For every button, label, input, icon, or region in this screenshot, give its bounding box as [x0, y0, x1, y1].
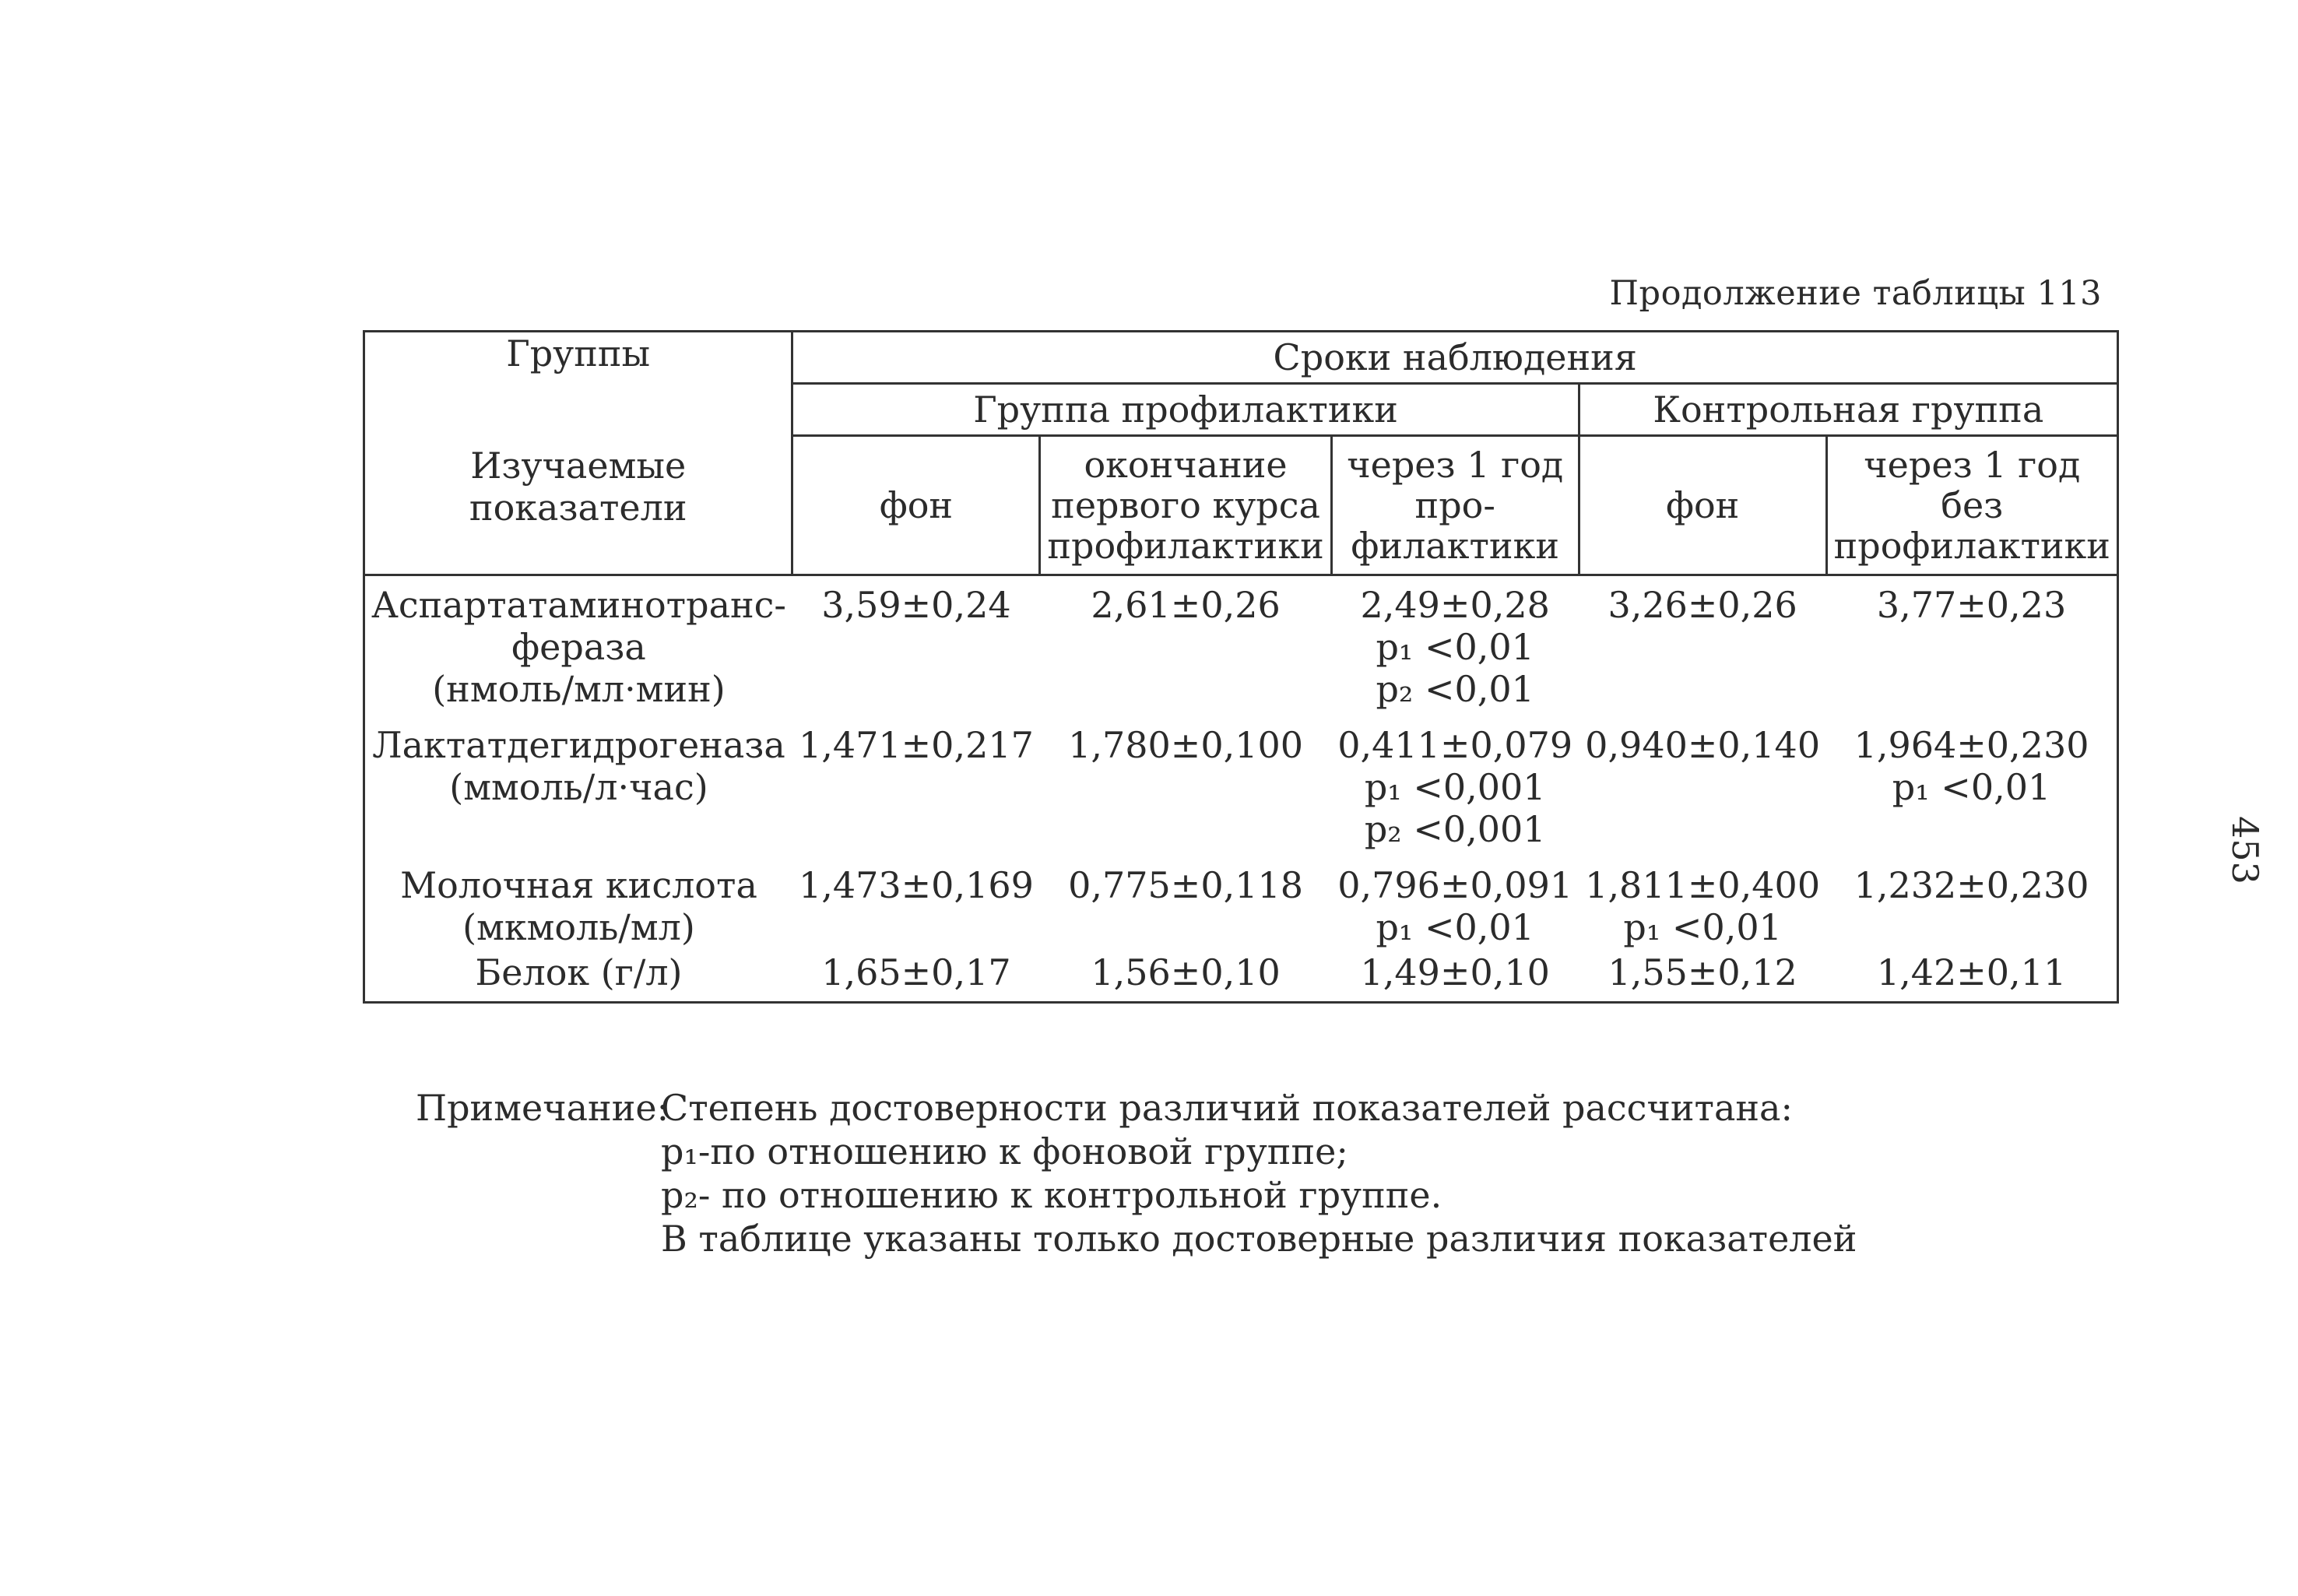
column-header: через 1 год без профилактики	[1826, 436, 2117, 575]
cell-significance: p₁ <0,01	[1376, 626, 1534, 668]
column-header: через 1 год про-филактики	[1331, 436, 1579, 575]
table-cell	[1579, 856, 1826, 951]
table-cell	[1579, 716, 1826, 856]
note-line: Степень достоверности различий показателей рассчитана:	[661, 1087, 1793, 1129]
table-cell	[1040, 856, 1331, 951]
cell-value: 1,42±0,11	[1876, 951, 2067, 993]
cell-value: 1,55±0,12	[1608, 951, 1797, 993]
cell-significance: p₂ <0,001	[1364, 808, 1546, 850]
table-cell	[1331, 575, 1579, 717]
cell-value: 1,473±0,169	[798, 864, 1034, 906]
cell-value: 1,471±0,217	[798, 724, 1034, 766]
table-caption: Продолжение таблицы 113	[1609, 274, 2102, 313]
table-cell	[1826, 716, 2117, 856]
cell-value: 0,940±0,140	[1585, 724, 1821, 766]
row-label-line: (мкмоль/мл)	[462, 906, 695, 948]
cell-significance: p₁ <0,001	[1364, 766, 1546, 808]
row-label-line: Белок (г/л)	[475, 951, 683, 993]
cell-value: 3,77±0,23	[1876, 584, 2067, 626]
row-label-line: фераза	[511, 626, 646, 668]
cell-significance: p₁ <0,01	[1376, 906, 1534, 948]
table-cell	[1040, 575, 1331, 717]
table-row	[364, 856, 2118, 951]
table-row	[364, 951, 2118, 1003]
header-observation-period: Сроки наблюдения	[792, 332, 2118, 384]
row-label	[364, 951, 792, 1003]
table-row	[364, 575, 2118, 717]
table-cell	[1331, 716, 1579, 856]
cell-value: 1,49±0,10	[1360, 951, 1550, 993]
table-cell	[1331, 856, 1579, 951]
table-cell	[792, 716, 1040, 856]
cell-value: 0,796±0,091	[1337, 864, 1573, 906]
table-cell	[1579, 575, 1826, 717]
table-cell	[1579, 951, 1826, 1003]
cell-value: 1,65±0,17	[821, 951, 1011, 993]
row-label	[364, 575, 792, 717]
note-label: Примечание:	[416, 1087, 669, 1129]
table-cell	[1826, 951, 2117, 1003]
header-prophylaxis-group: Группа профилактики	[792, 384, 1579, 436]
note-line: p₁-по отношению к фоновой группе;	[661, 1130, 1348, 1172]
column-header: окончание первого курса профилактики	[1040, 436, 1331, 575]
table-cell	[792, 575, 1040, 717]
table-cell	[1826, 575, 2117, 717]
row-label	[364, 856, 792, 951]
header-groups-label: Группы	[506, 332, 651, 374]
header-studied-label: Изучаемые показатели	[469, 445, 687, 529]
row-label-line: Лактатдегидрогеназа	[372, 724, 785, 766]
row-label-line: (нмоль/мл·мин)	[432, 668, 726, 710]
cell-value: 3,26±0,26	[1608, 584, 1797, 626]
cell-value: 0,775±0,118	[1068, 864, 1304, 906]
row-label	[364, 716, 792, 856]
page-number: 453	[2223, 816, 2266, 884]
column-header: фон	[792, 436, 1040, 575]
cell-value: 0,411±0,079	[1337, 724, 1573, 766]
cell-value: 1,811±0,400	[1585, 864, 1821, 906]
table-cell	[1826, 856, 2117, 951]
table-cell	[1040, 716, 1331, 856]
note-line: В таблице указаны только достоверные различия показателей	[661, 1218, 1857, 1260]
cell-significance: p₂ <0,01	[1376, 668, 1534, 710]
cell-value: 1,964±0,230	[1854, 724, 2089, 766]
cell-value: 1,780±0,100	[1068, 724, 1304, 766]
row-label-line: Молочная кислота	[400, 864, 757, 906]
header-corner-cell	[364, 332, 792, 575]
table-cell	[1331, 951, 1579, 1003]
cell-value: 1,56±0,10	[1091, 951, 1281, 993]
note-line: p₂- по отношению к контрольной группе.	[661, 1174, 1442, 1216]
row-label-line: (ммоль/л·час)	[449, 766, 708, 808]
table-row	[364, 716, 2118, 856]
row-label-line: Аспартатаминотранс-	[371, 584, 786, 626]
cell-value: 1,232±0,230	[1854, 864, 2089, 906]
cell-value: 2,49±0,28	[1360, 584, 1550, 626]
table-cell	[792, 951, 1040, 1003]
header-control-group: Контрольная группа	[1579, 384, 2117, 436]
cell-value: 2,61±0,26	[1091, 584, 1281, 626]
table-cell	[792, 856, 1040, 951]
table-cell	[1040, 951, 1331, 1003]
results-table	[363, 330, 2119, 1004]
cell-value: 3,59±0,24	[821, 584, 1011, 626]
note-lines	[661, 1086, 1857, 1260]
cell-significance: p₁ <0,01	[1892, 766, 2051, 808]
cell-significance: p₁ <0,01	[1623, 906, 1782, 948]
column-header: фон	[1579, 436, 1826, 575]
